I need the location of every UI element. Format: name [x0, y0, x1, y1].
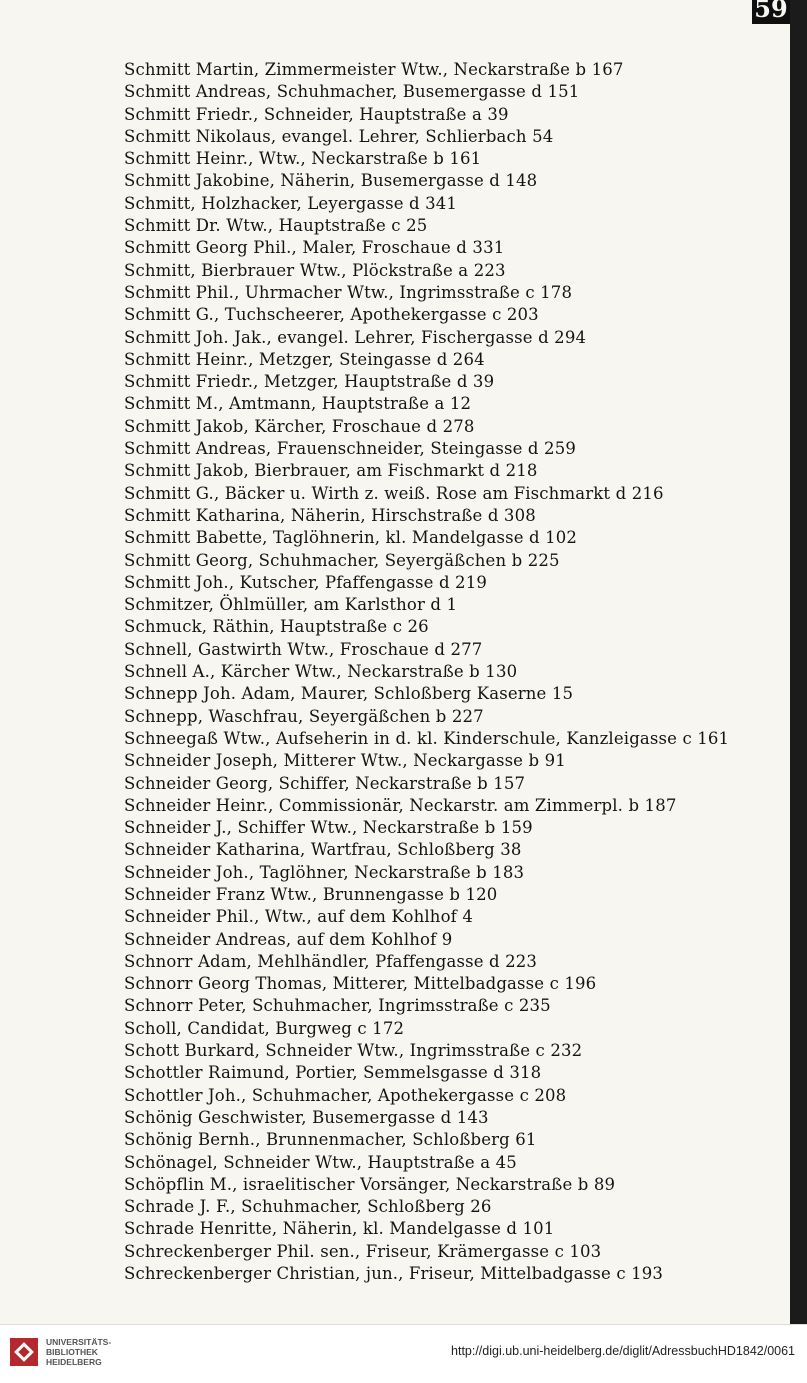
directory-entry: Schneegaß Wtw., Aufseherin in d. kl. Kinderschule, Kanzleigasse c 161	[124, 728, 730, 748]
directory-entry: Schmitt Andreas, Frauenschneider, Steingasse d 259	[124, 439, 576, 459]
directory-entry: Schottler Raimund, Portier, Semmelsgasse d 318	[124, 1063, 542, 1083]
directory-entry: Schnepp, Waschfrau, Seyergäßchen b 227	[124, 706, 484, 726]
directory-entry: Schmitt Dr. Wtw., Hauptstraße c 25	[124, 216, 428, 236]
directory-entry: Schmitzer, Öhlmüller, am Karlsthor d 1	[124, 595, 458, 615]
library-logo[interactable]	[10, 1337, 111, 1367]
directory-entry: Schneider Joseph, Mitterer Wtw., Neckargasse b 91	[124, 751, 566, 771]
directory-entry: Schrade Henritte, Näherin, kl. Mandelgasse d 101	[124, 1219, 555, 1239]
directory-entry: Schmitt Katharina, Näherin, Hirschstraße d 308	[124, 505, 536, 525]
directory-entry: Schmitt M., Amtmann, Hauptstraße a 12	[124, 394, 472, 414]
directory-entry: Schmitt G., Bäcker u. Wirth z. weiß. Rose am Fischmarkt d 216	[124, 483, 664, 503]
directory-entry: Schreckenberger Phil. sen., Friseur, Krämergasse c 103	[124, 1241, 602, 1261]
directory-entry: Schneider Joh., Taglöhner, Neckarstraße b 183	[124, 862, 525, 882]
directory-entry: Schneider J., Schiffer Wtw., Neckarstraße b 159	[124, 818, 533, 838]
page-number: 59	[752, 0, 790, 24]
directory-entry: Schnorr Adam, Mehlhändler, Pfaffengasse d 223	[124, 951, 538, 971]
directory-entry: Schmitt Friedr., Metzger, Hauptstraße d 39	[124, 372, 495, 392]
directory-entry: Schnepp Joh. Adam, Maurer, Schloßberg Kaserne 15	[124, 684, 574, 704]
directory-entry: Schmitt Heinr., Wtw., Neckarstraße b 161	[124, 149, 482, 169]
directory-entry: Schönig Geschwister, Busemergasse d 143	[124, 1107, 489, 1127]
directory-entry: Schrade J. F., Schuhmacher, Schloßberg 26	[124, 1197, 492, 1217]
library-logo-icon	[10, 1338, 38, 1366]
directory-entry: Schottler Joh., Schuhmacher, Apothekergasse c 208	[124, 1085, 567, 1105]
directory-entry: Schneider Heinr., Commissionär, Neckarstr. am Zimmerpl. b 187	[124, 795, 677, 815]
directory-entry: Schmitt Babette, Taglöhnerin, kl. Mandelgasse d 102	[124, 528, 578, 548]
directory-entry: Schneider Katharina, Wartfrau, Schloßberg 38	[124, 840, 522, 860]
directory-entry: Schönig Bernh., Brunnenmacher, Schloßberg 61	[124, 1130, 537, 1150]
logo-line-2: BIBLIOTHEK	[46, 1347, 98, 1357]
directory-entry: Schmitt, Holzhacker, Leyergasse d 341	[124, 193, 458, 213]
directory-entry: Schneider Phil., Wtw., auf dem Kohlhof 4	[124, 907, 473, 927]
directory-entry: Schmitt Heinr., Metzger, Steingasse d 264	[124, 349, 485, 369]
footer-bar	[0, 1324, 807, 1383]
directory-entry: Schreckenberger Christian, jun., Friseur, Mittelbadgasse c 193	[124, 1264, 664, 1284]
directory-entry: Schmitt Jakob, Bierbrauer, am Fischmarkt d 218	[124, 461, 538, 481]
directory-entry: Schott Burkard, Schneider Wtw., Ingrimsstraße c 232	[124, 1041, 583, 1061]
permalink-url[interactable]: http://digi.ub.uni-heidelberg.de/diglit/AdressbuchHD1842/0061	[451, 1344, 795, 1358]
directory-entry: Schneider Andreas, auf dem Kohlhof 9	[124, 929, 453, 949]
directory-entry: Schmitt Andreas, Schuhmacher, Busemergasse d 151	[124, 82, 580, 102]
directory-entry: Schnell A., Kärcher Wtw., Neckarstraße b 130	[124, 662, 518, 682]
directory-entry: Schmitt Jakobine, Näherin, Busemergasse d 148	[124, 171, 538, 191]
directory-entry: Schneider Franz Wtw., Brunnengasse b 120	[124, 884, 498, 904]
directory-entry: Schöpflin M., israelitischer Vorsänger, Neckarstraße b 89	[124, 1174, 616, 1194]
library-logo-text	[46, 1337, 111, 1367]
directory-entry: Schmitt Joh., Kutscher, Pfaffengasse d 219	[124, 572, 487, 592]
directory-entry: Schmitt Georg Phil., Maler, Froschaue d 331	[124, 238, 505, 258]
directory-entry: Schnell, Gastwirth Wtw., Froschaue d 277	[124, 639, 483, 659]
directory-entry: Schmitt Jakob, Kärcher, Froschaue d 278	[124, 416, 475, 436]
directory-entry: Schmitt, Bierbrauer Wtw., Plöckstraße a 223	[124, 260, 506, 280]
directory-entry: Schmitt Friedr., Schneider, Hauptstraße a 39	[124, 104, 509, 124]
directory-entry: Schmuck, Räthin, Hauptstraße c 26	[124, 617, 429, 637]
directory-entry: Schmitt G., Tuchscheerer, Apothekergasse c 203	[124, 305, 539, 325]
directory-entry-list	[124, 59, 774, 1285]
directory-entry: Schmitt Nikolaus, evangel. Lehrer, Schlierbach 54	[124, 126, 554, 146]
directory-entry: Schneider Georg, Schiffer, Neckarstraße b 157	[124, 773, 526, 793]
scan-edge-strip	[790, 0, 807, 1324]
directory-entry: Schönagel, Schneider Wtw., Hauptstraße a 45	[124, 1152, 517, 1172]
directory-entry: Schmitt Phil., Uhrmacher Wtw., Ingrimsstraße c 178	[124, 282, 573, 302]
logo-line-3: HEIDELBERG	[46, 1357, 102, 1367]
directory-entry: Schmitt Martin, Zimmermeister Wtw., Neckarstraße b 167	[124, 60, 624, 79]
directory-entry: Schmitt Georg, Schuhmacher, Seyergäßchen b 225	[124, 550, 560, 570]
logo-line-1: UNIVERSITÄTS-	[46, 1337, 112, 1347]
directory-entry: Scholl, Candidat, Burgweg c 172	[124, 1018, 405, 1038]
directory-entry: Schmitt Joh. Jak., evangel. Lehrer, Fischergasse d 294	[124, 327, 587, 347]
directory-entry: Schnorr Peter, Schuhmacher, Ingrimsstraße c 235	[124, 996, 551, 1016]
directory-entry: Schnorr Georg Thomas, Mitterer, Mittelbadgasse c 196	[124, 974, 597, 994]
